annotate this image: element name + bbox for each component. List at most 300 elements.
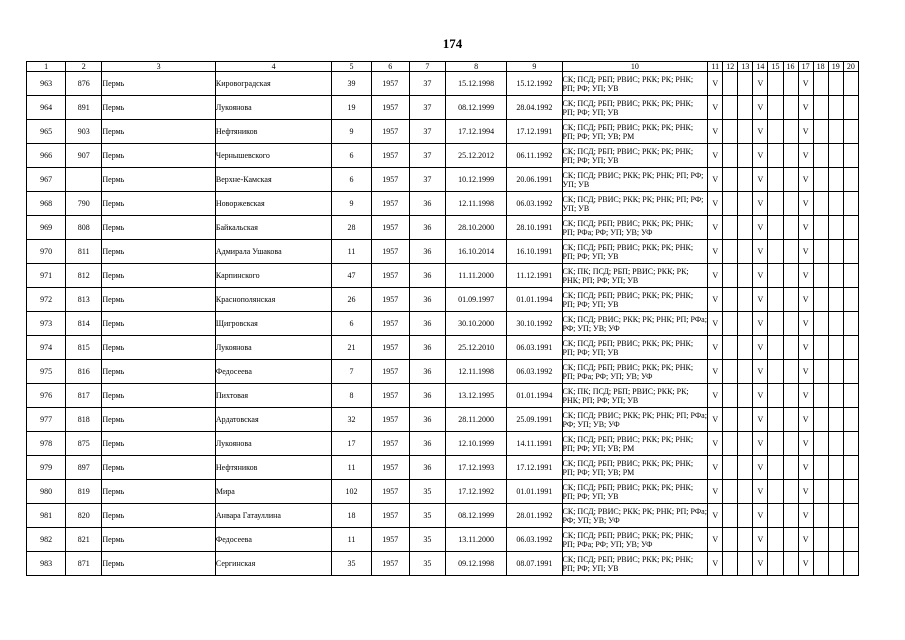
street-cell: Лукоянова (215, 432, 332, 456)
mark-cell (768, 168, 783, 192)
mark-cell: V (753, 336, 768, 360)
mark-cell (768, 216, 783, 240)
table-row (27, 168, 859, 192)
column-header: 13 (738, 62, 753, 72)
mark-cell: V (753, 552, 768, 576)
date-cell: 01.01.1994 (507, 288, 562, 312)
date-cell: 06.03.1992 (507, 192, 562, 216)
region-cell: 37 (409, 96, 445, 120)
mark-cell (738, 504, 753, 528)
mark-cell (783, 288, 798, 312)
city-cell: Пермь (102, 264, 216, 288)
mark-cell (813, 240, 828, 264)
street-cell: Краснополянская (215, 288, 332, 312)
house-number: 7 (332, 360, 371, 384)
date-cell: 25.09.1991 (507, 408, 562, 432)
mark-cell (813, 504, 828, 528)
column-header: 2 (66, 62, 102, 72)
mark-cell: V (708, 72, 723, 96)
mark-cell (783, 168, 798, 192)
mark-cell (768, 144, 783, 168)
codes-cell: СК; ПСД; РВИС; РКК; РК; РНК; РП; РФ; УП; УВ (562, 168, 708, 192)
mark-cell (843, 288, 858, 312)
row-number: 966 (27, 144, 66, 168)
year-cell: 1957 (371, 96, 409, 120)
city-cell: Пермь (102, 240, 216, 264)
mark-cell (723, 120, 738, 144)
column-header: 9 (507, 62, 562, 72)
mark-cell (783, 528, 798, 552)
city-cell: Пермь (102, 144, 216, 168)
date-cell: 17.12.1991 (507, 120, 562, 144)
object-id: 821 (66, 528, 102, 552)
mark-cell (813, 408, 828, 432)
table-row (27, 120, 859, 144)
mark-cell: V (708, 432, 723, 456)
city-cell: Пермь (102, 360, 216, 384)
year-cell: 1957 (371, 240, 409, 264)
object-id: 811 (66, 240, 102, 264)
house-number: 17 (332, 432, 371, 456)
mark-cell (813, 72, 828, 96)
table-row (27, 288, 859, 312)
mark-cell (738, 216, 753, 240)
object-id: 820 (66, 504, 102, 528)
region-cell: 37 (409, 72, 445, 96)
mark-cell (828, 168, 843, 192)
city-cell: Пермь (102, 456, 216, 480)
city-cell: Пермь (102, 432, 216, 456)
mark-cell (813, 528, 828, 552)
mark-cell: V (798, 72, 813, 96)
date-cell: 06.03.1991 (507, 336, 562, 360)
region-cell: 36 (409, 408, 445, 432)
street-cell: Адмирала Ушакова (215, 240, 332, 264)
mark-cell (723, 240, 738, 264)
year-cell: 1957 (371, 144, 409, 168)
region-cell: 35 (409, 528, 445, 552)
date-cell: 20.06.1991 (507, 168, 562, 192)
object-id (66, 168, 102, 192)
row-number: 965 (27, 120, 66, 144)
mark-cell (828, 72, 843, 96)
mark-cell: V (753, 432, 768, 456)
mark-cell: V (708, 144, 723, 168)
codes-cell: СК; ПСД; РБП; РВИС; РКК; РК; РНК; РП; РФ; УП; УВ (562, 96, 708, 120)
mark-cell (723, 528, 738, 552)
mark-cell (828, 144, 843, 168)
mark-cell (783, 120, 798, 144)
street-cell: Пихтовая (215, 384, 332, 408)
mark-cell (738, 120, 753, 144)
table-row (27, 552, 859, 576)
mark-cell (813, 168, 828, 192)
mark-cell: V (798, 360, 813, 384)
street-cell: Федосеева (215, 528, 332, 552)
mark-cell (768, 72, 783, 96)
region-cell: 36 (409, 288, 445, 312)
column-header: 5 (332, 62, 371, 72)
mark-cell (843, 384, 858, 408)
house-number: 11 (332, 240, 371, 264)
table-body (27, 72, 859, 576)
year-cell: 1957 (371, 528, 409, 552)
house-number: 8 (332, 384, 371, 408)
mark-cell (738, 168, 753, 192)
codes-cell: СК; ПСД; РБП; РВИС; РКК; РК; РНК; РП; РФ; УП; УВ; РМ (562, 456, 708, 480)
mark-cell: V (753, 288, 768, 312)
column-header: 7 (409, 62, 445, 72)
mark-cell (768, 360, 783, 384)
mark-cell: V (753, 360, 768, 384)
year-cell: 1957 (371, 480, 409, 504)
region-cell: 36 (409, 312, 445, 336)
mark-cell (723, 552, 738, 576)
date-cell: 06.03.1992 (507, 360, 562, 384)
column-header: 1 (27, 62, 66, 72)
mark-cell (843, 312, 858, 336)
column-header: 15 (768, 62, 783, 72)
year-cell: 1957 (371, 552, 409, 576)
mark-cell: V (753, 312, 768, 336)
region-cell: 36 (409, 360, 445, 384)
city-cell: Пермь (102, 288, 216, 312)
table-row (27, 480, 859, 504)
mark-cell (843, 456, 858, 480)
column-header: 12 (723, 62, 738, 72)
row-number: 973 (27, 312, 66, 336)
row-number: 969 (27, 216, 66, 240)
date-cell: 16.10.1991 (507, 240, 562, 264)
mark-cell (723, 360, 738, 384)
mark-cell (723, 288, 738, 312)
date-cell: 12.11.1998 (445, 192, 506, 216)
mark-cell (768, 528, 783, 552)
codes-cell: СК; ПСД; РБП; РВИС; РКК; РК; РНК; РП; РФа; РФ; УП; УВ; УФ (562, 216, 708, 240)
mark-cell: V (798, 312, 813, 336)
city-cell: Пермь (102, 384, 216, 408)
mark-cell: V (798, 288, 813, 312)
mark-cell (738, 336, 753, 360)
column-header: 8 (445, 62, 506, 72)
region-cell: 36 (409, 456, 445, 480)
mark-cell (828, 456, 843, 480)
year-cell: 1957 (371, 360, 409, 384)
year-cell: 1957 (371, 168, 409, 192)
mark-cell (738, 384, 753, 408)
codes-cell: СК; ПСД; РВИС; РКК; РК; РНК; РП; РФа; РФ; УП; УВ; УФ (562, 504, 708, 528)
mark-cell: V (798, 96, 813, 120)
table-row (27, 240, 859, 264)
codes-cell: СК; ПСД; РБП; РВИС; РКК; РК; РНК; РП; РФ; УП; УВ (562, 240, 708, 264)
street-cell: Байкальская (215, 216, 332, 240)
mark-cell: V (708, 528, 723, 552)
mark-cell (813, 432, 828, 456)
city-cell: Пермь (102, 216, 216, 240)
row-number: 971 (27, 264, 66, 288)
mark-cell (843, 192, 858, 216)
row-number: 967 (27, 168, 66, 192)
mark-cell (813, 552, 828, 576)
mark-cell: V (798, 528, 813, 552)
date-cell: 16.10.2014 (445, 240, 506, 264)
mark-cell: V (798, 144, 813, 168)
row-number: 976 (27, 384, 66, 408)
city-cell: Пермь (102, 72, 216, 96)
mark-cell (843, 528, 858, 552)
table-row (27, 336, 859, 360)
mark-cell (768, 240, 783, 264)
mark-cell: V (708, 480, 723, 504)
mark-cell (738, 408, 753, 432)
region-cell: 37 (409, 168, 445, 192)
table-row (27, 408, 859, 432)
mark-cell (813, 96, 828, 120)
mark-cell: V (753, 96, 768, 120)
date-cell: 12.11.1998 (445, 360, 506, 384)
region-cell: 36 (409, 240, 445, 264)
mark-cell (738, 456, 753, 480)
mark-cell (783, 456, 798, 480)
mark-cell (768, 432, 783, 456)
house-number: 6 (332, 144, 371, 168)
row-number: 977 (27, 408, 66, 432)
mark-cell (768, 456, 783, 480)
mark-cell: V (798, 120, 813, 144)
street-cell: Ардатовская (215, 408, 332, 432)
mark-cell (843, 480, 858, 504)
mark-cell (828, 312, 843, 336)
date-cell: 01.09.1997 (445, 288, 506, 312)
table-row (27, 528, 859, 552)
region-cell: 36 (409, 216, 445, 240)
codes-cell: СК; ПК; ПСД; РБП; РВИС; РКК; РК; РНК; РП; РФ; УП; УВ (562, 384, 708, 408)
date-cell: 25.12.2012 (445, 144, 506, 168)
mark-cell (738, 72, 753, 96)
mark-cell: V (708, 312, 723, 336)
date-cell: 15.12.1992 (507, 72, 562, 96)
city-cell: Пермь (102, 408, 216, 432)
row-number: 982 (27, 528, 66, 552)
row-number: 983 (27, 552, 66, 576)
mark-cell (828, 528, 843, 552)
mark-cell: V (798, 384, 813, 408)
date-cell: 17.12.1992 (445, 480, 506, 504)
mark-cell (828, 192, 843, 216)
mark-cell (828, 360, 843, 384)
table-row (27, 360, 859, 384)
object-id: 871 (66, 552, 102, 576)
mark-cell (783, 312, 798, 336)
date-cell: 25.12.2010 (445, 336, 506, 360)
date-cell: 01.01.1991 (507, 480, 562, 504)
object-id: 818 (66, 408, 102, 432)
mark-cell: V (708, 336, 723, 360)
mark-cell (723, 312, 738, 336)
city-cell: Пермь (102, 528, 216, 552)
mark-cell (723, 432, 738, 456)
date-cell: 11.12.1991 (507, 264, 562, 288)
mark-cell (843, 144, 858, 168)
mark-cell (723, 456, 738, 480)
table-row (27, 192, 859, 216)
mark-cell (783, 432, 798, 456)
year-cell: 1957 (371, 264, 409, 288)
mark-cell (783, 360, 798, 384)
date-cell: 14.11.1991 (507, 432, 562, 456)
object-id: 814 (66, 312, 102, 336)
mark-cell (768, 408, 783, 432)
mark-cell (768, 552, 783, 576)
codes-cell: СК; ПСД; РБП; РВИС; РКК; РК; РНК; РП; РФа; РФ; УП; УВ; УФ (562, 528, 708, 552)
mark-cell: V (798, 240, 813, 264)
date-cell: 01.01.1994 (507, 384, 562, 408)
mark-cell (828, 432, 843, 456)
date-cell: 11.11.2000 (445, 264, 506, 288)
street-cell: Верхне-Камская (215, 168, 332, 192)
city-cell: Пермь (102, 336, 216, 360)
mark-cell (738, 264, 753, 288)
table-row (27, 264, 859, 288)
mark-cell (828, 504, 843, 528)
mark-cell (783, 408, 798, 432)
mark-cell (768, 192, 783, 216)
mark-cell (843, 168, 858, 192)
codes-cell: СК; ПСД; РБП; РВИС; РКК; РК; РНК; РП; РФ; УП; УВ (562, 336, 708, 360)
mark-cell (813, 264, 828, 288)
street-cell: Федосеева (215, 360, 332, 384)
date-cell: 17.12.1991 (507, 456, 562, 480)
region-cell: 35 (409, 480, 445, 504)
table-row (27, 384, 859, 408)
codes-cell: СК; ПСД; РБП; РВИС; РКК; РК; РНК; РП; РФ; УП; УВ (562, 552, 708, 576)
mark-cell (813, 120, 828, 144)
codes-cell: СК; ПСД; РВИС; РКК; РК; РНК; РП; РФ; УП; УВ (562, 192, 708, 216)
house-number: 39 (332, 72, 371, 96)
house-number: 28 (332, 216, 371, 240)
mark-cell (738, 360, 753, 384)
mark-cell (783, 384, 798, 408)
mark-cell (768, 288, 783, 312)
column-header: 14 (753, 62, 768, 72)
mark-cell (738, 432, 753, 456)
year-cell: 1957 (371, 432, 409, 456)
row-number: 981 (27, 504, 66, 528)
street-cell: Чернышевского (215, 144, 332, 168)
mark-cell: V (753, 72, 768, 96)
house-number: 35 (332, 552, 371, 576)
date-cell: 08.12.1999 (445, 504, 506, 528)
mark-cell (738, 480, 753, 504)
house-number: 11 (332, 456, 371, 480)
year-cell: 1957 (371, 120, 409, 144)
mark-cell (828, 336, 843, 360)
column-header: 19 (828, 62, 843, 72)
mark-cell (843, 504, 858, 528)
mark-cell: V (798, 504, 813, 528)
region-cell: 36 (409, 432, 445, 456)
city-cell: Пермь (102, 168, 216, 192)
mark-cell (768, 480, 783, 504)
mark-cell (828, 552, 843, 576)
year-cell: 1957 (371, 192, 409, 216)
mark-cell: V (708, 120, 723, 144)
column-header: 3 (102, 62, 216, 72)
mark-cell (813, 144, 828, 168)
mark-cell (783, 504, 798, 528)
mark-cell (828, 480, 843, 504)
year-cell: 1957 (371, 504, 409, 528)
mark-cell: V (798, 336, 813, 360)
mark-cell (783, 240, 798, 264)
mark-cell (828, 96, 843, 120)
year-cell: 1957 (371, 456, 409, 480)
house-number: 11 (332, 528, 371, 552)
street-cell: Нефтяников (215, 456, 332, 480)
object-id: 903 (66, 120, 102, 144)
date-cell: 17.12.1993 (445, 456, 506, 480)
table-row (27, 312, 859, 336)
mark-cell (783, 336, 798, 360)
mark-cell (723, 408, 738, 432)
mark-cell (843, 432, 858, 456)
mark-cell (828, 264, 843, 288)
mark-cell (843, 408, 858, 432)
mark-cell (783, 216, 798, 240)
mark-cell: V (708, 360, 723, 384)
mark-cell (783, 480, 798, 504)
column-header: 6 (371, 62, 409, 72)
region-cell: 37 (409, 144, 445, 168)
year-cell: 1957 (371, 336, 409, 360)
date-cell: 28.10.1991 (507, 216, 562, 240)
mark-cell: V (798, 168, 813, 192)
mark-cell (723, 480, 738, 504)
row-number: 974 (27, 336, 66, 360)
row-number: 968 (27, 192, 66, 216)
mark-cell: V (753, 120, 768, 144)
mark-cell (813, 456, 828, 480)
mark-cell (738, 288, 753, 312)
city-cell: Пермь (102, 480, 216, 504)
mark-cell (723, 168, 738, 192)
object-id: 790 (66, 192, 102, 216)
street-cell: Кировоградская (215, 72, 332, 96)
date-cell: 28.10.2000 (445, 216, 506, 240)
row-number: 970 (27, 240, 66, 264)
year-cell: 1957 (371, 72, 409, 96)
mark-cell: V (708, 264, 723, 288)
column-header: 11 (708, 62, 723, 72)
object-id: 819 (66, 480, 102, 504)
mark-cell (828, 408, 843, 432)
mark-cell (813, 360, 828, 384)
codes-cell: СК; ПСД; РВИС; РКК; РК; РНК; РП; РФа; РФ; УП; УВ; УФ (562, 408, 708, 432)
street-cell: Лукоянова (215, 336, 332, 360)
mark-cell (738, 528, 753, 552)
house-number: 26 (332, 288, 371, 312)
mark-cell (843, 96, 858, 120)
mark-cell (828, 120, 843, 144)
region-cell: 36 (409, 384, 445, 408)
table-row (27, 432, 859, 456)
mark-cell: V (753, 240, 768, 264)
object-id: 891 (66, 96, 102, 120)
mark-cell (723, 96, 738, 120)
date-cell: 08.07.1991 (507, 552, 562, 576)
mark-cell (813, 312, 828, 336)
mark-cell: V (753, 384, 768, 408)
